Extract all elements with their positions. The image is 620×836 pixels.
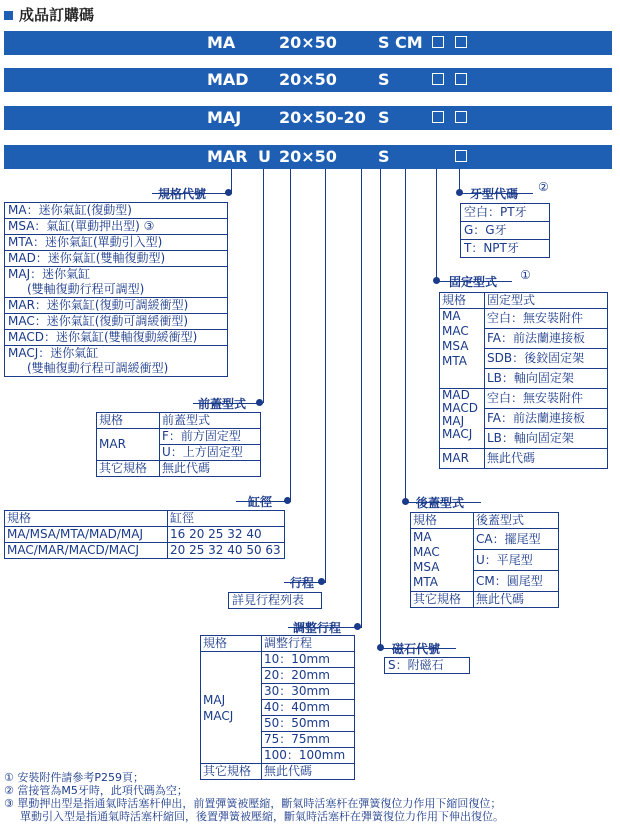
adjust-option: 10：10mm — [262, 652, 355, 668]
fixed-option: FA：前法蘭連接板 — [485, 409, 608, 429]
footnote: 單動引入型是指通氣時活塞杆縮回，後置彈簧被壓縮，斷氣時活塞杆在彈簧復位力作用下伸出復位。 — [20, 810, 504, 823]
thread-label: 牙型代碼 — [470, 187, 519, 201]
connector-line — [361, 169, 362, 627]
footnote: ① 安裝附件請參考P259頁； — [4, 771, 144, 784]
rear-table — [410, 512, 559, 608]
model-code: MA — [207, 33, 236, 52]
thread-table — [460, 203, 550, 258]
spec-item: MAD：迷你氣缸(雙軸復動型) — [5, 251, 227, 267]
blank-box — [432, 73, 444, 85]
spec-label: 規格代號 — [158, 187, 207, 201]
fixed-spec: MTA — [442, 354, 467, 368]
fixed-option: 空白：無安裝附件 — [485, 309, 608, 329]
fixed-header-type: 固定型式 — [485, 293, 608, 309]
code-bar-maj — [4, 106, 612, 130]
rear-code: CM — [395, 33, 423, 52]
spec-dot — [225, 189, 232, 196]
magnet-code: S — [378, 33, 390, 52]
bore-header-size: 缸徑 — [168, 511, 285, 527]
adjust-other: 其它規格 — [201, 764, 262, 780]
title-square-icon — [4, 11, 13, 20]
fixed-option: LB：軸向固定架 — [485, 429, 608, 449]
fixed-option: 無此代碼 — [485, 449, 608, 469]
rear-spec-item: MTA — [413, 575, 438, 589]
rear-option: CA：擺尾型 — [474, 529, 559, 550]
fixed-option: 空白：無安裝附件 — [485, 389, 608, 409]
adjust-dot — [354, 623, 361, 630]
adjust-header-spec: 規格 — [201, 636, 262, 652]
rear-header-type: 後蓋型式 — [474, 513, 559, 529]
rear-option: CM：圓尾型 — [474, 571, 559, 592]
adjust-option: 30：30mm — [262, 684, 355, 700]
spec-item: (雙軸復動行程可調緩衝型) — [27, 361, 169, 375]
blank-box — [432, 111, 444, 123]
fixed-spec-group-2 — [440, 389, 485, 449]
fixed-spec: MAR — [440, 449, 485, 469]
front-table — [96, 412, 261, 477]
adjust-table — [200, 635, 355, 780]
adjust-spec — [201, 652, 262, 764]
fixed-spec: MAC — [442, 324, 469, 338]
magnet-box — [384, 657, 470, 674]
front-spec: MAR — [97, 429, 160, 461]
size-code: 20×50-20 — [279, 108, 366, 127]
bore-label: 缸徑 — [248, 495, 273, 509]
fixed-option: FA：前法蘭連接板 — [485, 329, 608, 349]
front-label: 前蓋型式 — [198, 397, 247, 411]
bore-spec: MAC/MAR/MACD/MACJ — [5, 543, 168, 559]
fixed-dot — [433, 277, 440, 284]
thread-item: 空白：PT牙 — [461, 204, 549, 222]
fixed-table — [439, 292, 608, 469]
thread-item: T：NPT牙 — [464, 241, 519, 255]
fixed-spec: MAD — [442, 388, 470, 402]
front-none: 無此代碼 — [160, 461, 261, 477]
fixed-spec: MA — [442, 309, 461, 323]
adjust-option: 20：20mm — [262, 668, 355, 684]
model-code: MAJ — [207, 108, 242, 127]
bore-dot — [284, 497, 291, 504]
front-option: F：前方固定型 — [160, 429, 261, 445]
magnet-code: S — [378, 108, 390, 127]
fixed-spec: MACJ — [442, 427, 473, 441]
adjust-option: 50：50mm — [262, 716, 355, 732]
spec-table — [4, 202, 228, 377]
model-code: MAR — [207, 147, 248, 166]
fixed-spec: MAJ — [442, 414, 465, 428]
stroke-value: 詳見行程列表 — [232, 593, 305, 607]
blank-box — [455, 111, 467, 123]
rear-other: 其它規格 — [411, 592, 474, 608]
connector-line — [290, 169, 291, 501]
fixed-spec-group-1 — [440, 309, 485, 389]
model-code: MAD — [207, 70, 249, 89]
spec-item: MSA：氣缸(單動押出型) ③ — [5, 219, 227, 235]
fixed-label: 固定型式 — [449, 275, 498, 289]
connector-line — [405, 169, 406, 502]
blank-box — [455, 73, 467, 85]
spec-item: MAC：迷你氣缸(復動可調緩衝型) — [5, 314, 227, 330]
fixed-header-spec: 規格 — [440, 293, 485, 309]
front-header-type: 前蓋型式 — [160, 413, 261, 429]
front-other: 其它規格 — [97, 461, 160, 477]
fixed-option: SDB：後鉸固定架 — [485, 349, 608, 369]
thread-item: G：G牙 — [461, 222, 549, 240]
rear-spec-item: MAC — [413, 545, 440, 559]
adjust-option: 100：100mm — [262, 748, 355, 764]
rear-none: 無此代碼 — [474, 592, 559, 608]
spec-item: MACD：迷你氣缸(雙軸復動緩衝型) — [5, 330, 227, 346]
bore-spec: MA/MSA/MTA/MAD/MAJ — [5, 527, 168, 543]
fixed-spec: MACD — [442, 401, 478, 415]
magnet-dot — [377, 644, 384, 651]
adjust-none: 無此代碼 — [262, 764, 355, 780]
page-title — [4, 4, 94, 25]
blank-box — [455, 150, 467, 162]
adjust-spec-1: MAJ — [203, 692, 226, 707]
spec-item: MACJ：迷你氣缸 — [8, 346, 99, 360]
adjust-header-value: 調整行程 — [262, 636, 355, 652]
rear-spec-item: MA — [413, 530, 432, 544]
size-code: 20×50 — [279, 147, 337, 166]
fixed-spec: MSA — [442, 339, 469, 353]
adjust-label: 調整行程 — [293, 621, 342, 635]
magnet-label: 磁石代號 — [392, 642, 441, 656]
adjust-option: 40：40mm — [262, 700, 355, 716]
magnet-value: S：附磁石 — [388, 658, 444, 672]
bore-table — [4, 510, 285, 559]
bore-sizes: 20 25 32 40 50 63 — [168, 543, 285, 559]
thread-dot — [456, 189, 463, 196]
page-title-text: 成品訂購碼 — [19, 6, 95, 24]
rear-spec — [411, 529, 474, 592]
spec-item: (雙軸復動行程可調型) — [5, 282, 227, 298]
code-bar-mad — [4, 68, 612, 92]
blank-box — [455, 36, 467, 48]
spec-item: MTA：迷你氣缸(單動引入型) — [5, 235, 227, 251]
size-code: 20×50 — [279, 33, 337, 52]
rear-spec-item: MSA — [413, 560, 440, 574]
stroke-box — [228, 592, 322, 609]
size-code: 20×50 — [279, 70, 337, 89]
code-bar-mar — [4, 145, 612, 169]
footnote: ② 當接管為M5牙時，此項代碼為空； — [4, 784, 188, 797]
spec-item: MAR：迷你氣缸(復動可調緩衝型) — [5, 298, 227, 314]
bore-header-spec: 規格 — [5, 511, 168, 527]
connector-line — [263, 169, 264, 403]
blank-box — [432, 36, 444, 48]
adjust-spec-2: MACJ — [203, 708, 234, 723]
rear-dot — [402, 498, 409, 505]
front-code: U — [258, 147, 271, 166]
rear-label: 後蓋型式 — [416, 496, 465, 510]
magnet-code: S — [378, 147, 390, 166]
front-dot — [256, 399, 263, 406]
fixed-note-mark: ① — [520, 268, 531, 282]
adjust-option: 75：75mm — [262, 732, 355, 748]
footnote: ③ 單動押出型是指通氣時活塞杆伸出，前置彈簧被壓縮，斷氣時活塞杆在彈簧復位力作用下縮回復位； — [4, 797, 502, 810]
magnet-code: S — [378, 70, 390, 89]
bore-sizes: 16 20 25 32 40 — [168, 527, 285, 543]
code-bar-ma — [4, 31, 612, 55]
fixed-option: LB：軸向固定架 — [485, 369, 608, 389]
stroke-label: 行程 — [290, 576, 315, 590]
front-header-spec: 規格 — [97, 413, 160, 429]
rear-option: U：平尾型 — [474, 550, 559, 571]
front-option: U：上方固定型 — [160, 445, 261, 461]
connector-line — [436, 169, 437, 281]
stroke-dot — [318, 578, 325, 585]
spec-item: MAJ：迷你氣缸 — [8, 267, 91, 281]
rear-header-spec: 規格 — [411, 513, 474, 529]
connector-line — [380, 169, 381, 648]
spec-item: MA：迷你氣缸(復動型) — [5, 203, 227, 219]
connector-line — [325, 169, 326, 582]
thread-note-mark: ② — [538, 180, 549, 194]
